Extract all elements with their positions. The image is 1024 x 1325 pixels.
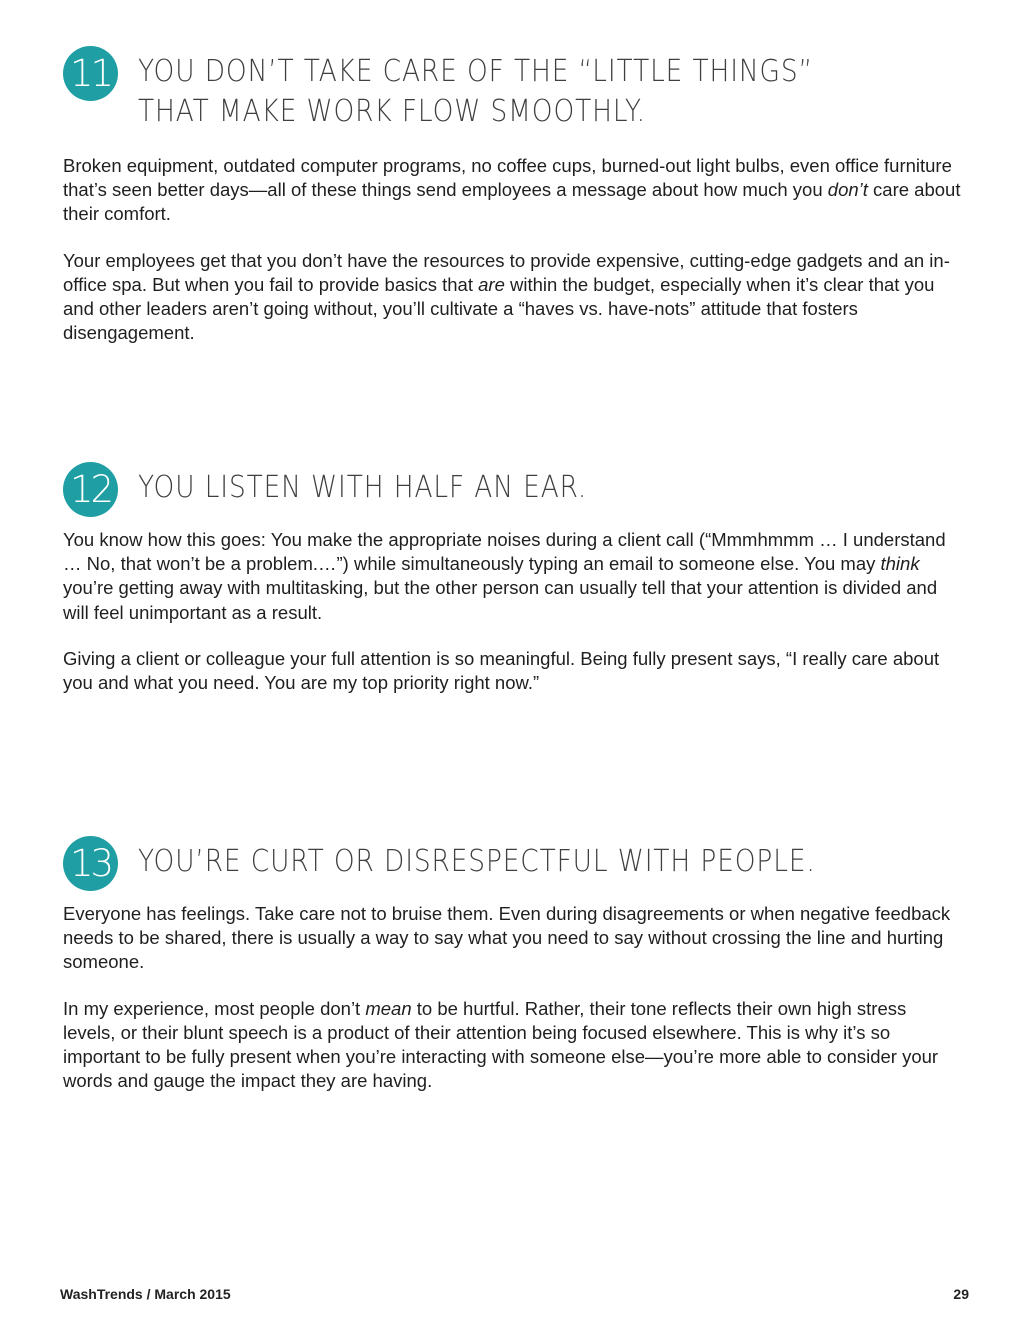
- section-heading: [63, 836, 963, 888]
- text-run: In my experience, most people don’t: [63, 997, 366, 1019]
- section-title-line: THAT MAKE WORK FLOW SMOOTHLY.: [138, 94, 646, 129]
- body-paragraph: [63, 997, 963, 1094]
- section-title-line: YOU’RE CURT OR DISRESPECTFUL WITH PEOPLE.: [138, 844, 816, 879]
- emphasis-text: don’t: [827, 179, 868, 201]
- emphasis-text: are: [478, 273, 505, 295]
- section-title: [138, 842, 842, 882]
- section-title-line: YOU LISTEN WITH HALF AN EAR.: [138, 470, 588, 505]
- footer-page-number: 29: [953, 1286, 969, 1302]
- emphasis-text: mean: [365, 997, 412, 1019]
- text-run: Broken equipment, outdated computer programs, no coffee cups, burned-out light bulbs, even office furniture that’s seen better days—all of these things send employees a message about how much you: [63, 155, 952, 201]
- section-title: [138, 52, 842, 132]
- section-11: [63, 46, 963, 345]
- section-number-badge: 11: [63, 46, 118, 101]
- section-heading: [63, 462, 963, 514]
- section-number-badge: 13: [63, 836, 118, 891]
- text-run: Your employees get that you don’t have the resources to provide expensive, cutting-edge gadgets and an in-office spa. But when you fail to provide basics that: [63, 249, 950, 295]
- body-paragraph: Everyone has feelings. Take care not to bruise them. Even during disagreements or when negative feedback needs to be shared, there is usually a way to say what you need to say without crossing the line and hurting someone.: [63, 903, 951, 973]
- section-13: [63, 836, 963, 1093]
- text-run: within the budget, especially when it’s clear that you and other leaders aren’t going without, you’ll cultivate a “haves vs. have-nots” attitude that fosters disengagement.: [63, 273, 935, 344]
- body-paragraph: [63, 249, 963, 346]
- text-run: to be hurtful. Rather, their tone reflects their own high stress levels, or their blunt speech is a product of their attention being focused elsewhere. This is why it’s so important to be fully present when you’re interacting with someone else—you’re more able to consider your words and gauge the impact they are having.: [63, 997, 939, 1092]
- section-title: [138, 468, 842, 508]
- section-number-badge: 12: [63, 462, 118, 517]
- emphasis-text: think: [880, 553, 920, 575]
- section-heading: [63, 46, 963, 132]
- body-paragraph: [63, 528, 963, 625]
- text-run: you’re getting away with multitasking, but the other person can usually tell that your attention is divided and will feel unimportant as a result.: [63, 577, 938, 623]
- body-paragraph: [63, 154, 963, 227]
- section-title-line: YOU DON’T TAKE CARE OF THE “LITTLE THINGS”: [138, 54, 814, 89]
- text-run: care about their comfort.: [63, 179, 961, 225]
- section-12: [63, 462, 963, 695]
- body-paragraph: Giving a client or colleague your full attention is so meaningful. Being fully present says, “I really care about you and what you need. You are my top priority right now.”: [63, 647, 940, 694]
- text-run: You know how this goes: You make the appropriate noises during a client call (“Mmmhmmm … I understand … No, that won’t be a problem.…”) while simultaneously typing an email to someone else. You may: [63, 529, 946, 575]
- footer-publication: WashTrends / March 2015: [60, 1286, 231, 1302]
